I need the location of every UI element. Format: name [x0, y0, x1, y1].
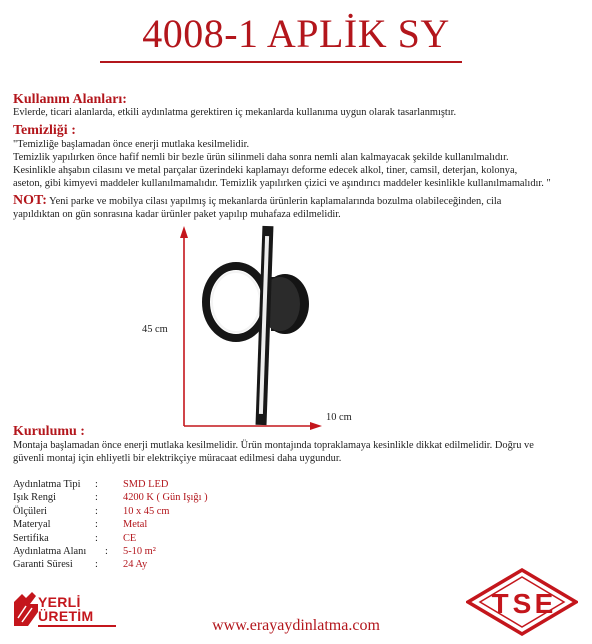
cleaning-line-1: "Temizliğe başlamadan önce enerji mutlaka kesilmelidir.: [13, 139, 250, 150]
note-text-2: yapıldıktan on gün sonrasına kadar ürünler paket yapılıp muhafaza edilmelidir.: [13, 209, 341, 220]
spec-row: [13, 545, 208, 558]
tse-letter-e: E: [534, 588, 554, 619]
spec-row: [13, 505, 208, 518]
installation-line-2: güvenli montaj için ehliyetli bir elektrikçiye müracaat edilmesi daha uygundur.: [13, 453, 342, 464]
height-dimension-label: 45 cm: [142, 324, 168, 335]
page-title: 4008-1 APLİK SY: [142, 11, 450, 56]
cleaning-line-2: Temizlik yapılırken önce hafif nemli bir bezle ürün silinmeli daha sonra nemli alan kalmayacak şekilde kullanılmalıdır.: [13, 152, 509, 163]
usage-heading: Kullanım Alanları:: [13, 92, 127, 107]
usage-text: Evlerde, ticari alanlarda, etkili aydınlatma gerektiren iç mekanlarda kullanıma uygun olarak tasarlanmıştır.: [13, 107, 457, 118]
spec-value: 24 Ay: [123, 559, 148, 571]
spec-label: Işık Rengi: [13, 492, 57, 504]
spec-label: Ölçüleri: [13, 505, 48, 517]
spec-colon: :: [95, 479, 98, 490]
installation-line-1: Montaja başlamadan önce enerji mutlaka kesilmelidir. Ürün montajında topraklamaya kesinlikle dikkat edilmelidir. Doğru ve: [13, 440, 534, 451]
width-arrowhead: [310, 422, 322, 430]
website-url[interactable]: www.erayaydinlatma.com: [212, 617, 380, 634]
spec-label: Aydınlatma Tipi: [13, 479, 81, 490]
tse-badge: [466, 568, 578, 636]
spec-value: SMD LED: [123, 479, 169, 490]
cleaning-heading: Temizliği :: [13, 123, 76, 138]
spec-row: [13, 491, 208, 504]
spec-row: [13, 518, 208, 531]
spec-value: 5-10 m²: [123, 545, 156, 557]
spec-label: Sertifika: [13, 532, 49, 544]
tse-letter-s: S: [512, 588, 532, 619]
yerli-line-1: YERLİ: [38, 594, 81, 610]
spec-value: CE: [123, 532, 137, 544]
spec-row: [13, 558, 208, 571]
spec-label: Garanti Süresi: [13, 559, 73, 571]
spec-colon: :: [95, 559, 98, 571]
spec-value: 4200 K ( Gün Işığı ): [123, 492, 208, 504]
spec-label: Materyal: [13, 519, 51, 531]
width-dimension-label: 10 cm: [326, 412, 352, 423]
product-ring: [206, 266, 266, 338]
spec-colon: :: [95, 519, 98, 531]
spec-row: [13, 478, 208, 491]
spec-value: Metal: [123, 519, 148, 531]
note-text-1: Yeni parke ve mobilya cilası yapılmış iç mekanlarda ürünlerin kaplamalarında bozulma olabileceğinden, cila: [46, 196, 502, 207]
spec-row: [13, 532, 208, 545]
spec-value: 10 x 45 cm: [123, 505, 170, 517]
yerli-line-2: ÜRETİM: [38, 608, 94, 624]
spec-colon: :: [95, 505, 98, 517]
spec-label: Aydınlatma Alanı: [13, 545, 87, 557]
spec-table: [13, 478, 208, 572]
spec-colon: :: [95, 532, 98, 544]
note-label: NOT:: [13, 193, 47, 208]
spec-colon: :: [95, 492, 98, 504]
cleaning-line-4: aseton, gibi kimyevi maddeler kullanılmamalıdır. Temizlik yapılırken çizici ve aşındırıcı maddeler kesinlikle kullanılmamalıdır. ": [13, 178, 551, 189]
cleaning-line-3: Kesinlikle ahşabın cilasını ve metal parçalar üzerindeki kaplamayı deforme edecek alkol, tiner, camsil, deterjan, kolonya,: [13, 165, 518, 176]
tse-letter-t: T: [491, 588, 509, 619]
height-arrowhead: [180, 226, 188, 238]
spec-colon: :: [105, 545, 108, 557]
installation-heading: Kurulumu :: [13, 424, 85, 439]
